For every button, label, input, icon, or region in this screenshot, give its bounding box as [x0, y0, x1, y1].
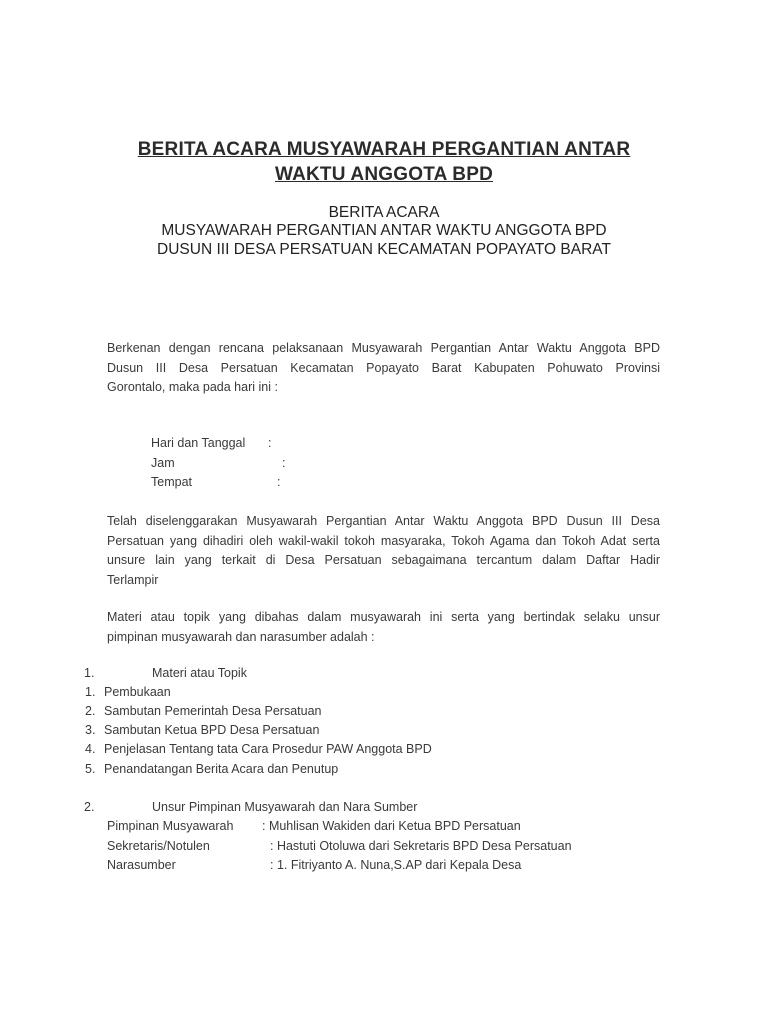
section-2-heading: Unsur Pimpinan Musyawarah dan Nara Sumber [152, 800, 418, 814]
secretary-label: Sekretaris/Notulen [107, 839, 210, 853]
place-colon: : [277, 475, 281, 489]
materi-intro-line: Materi atau topik yang dibahas dalam musyawarah ini serta yang bertindak selaku unsur [107, 610, 660, 624]
document-title-line-2: WAKTU ANGGOTA BPD [274, 164, 493, 185]
intro-line: Gorontalo, maka pada hari ini : [107, 380, 278, 394]
document-title-line-1: BERITA ACARA MUSYAWARAH PERGANTIAN ANTAR [137, 139, 631, 160]
held-line: Terlampir [107, 572, 159, 587]
agenda-item-text: Sambutan Pemerintah Desa Persatuan [104, 704, 322, 718]
held-line: Telah diselenggarakan Musyawarah Pergantian Antar Waktu Anggota BPD Dusun III Desa [107, 514, 660, 528]
time-colon: : [282, 456, 286, 470]
agenda-item-number: 1. [85, 685, 96, 699]
agenda-item-number: 5. [85, 762, 96, 776]
agenda-item-text: Penandatangan Berita Acara dan Penutup [104, 762, 339, 776]
materi-intro-line: pimpinan musyawarah dan narasumber adalah : [107, 629, 375, 644]
chair-value: : Muhlisan Wakiden dari Ketua BPD Persatuan [262, 819, 521, 833]
agenda-item-number: 2. [85, 704, 96, 718]
time-label: Jam [151, 456, 175, 470]
held-line: Persatuan yang dihadiri oleh wakil-wakil tokoh masyaraka, Tokoh Agama dan Tokoh Adat serta [107, 533, 660, 548]
subtitle-line-2: MUSYAWARAH PERGANTIAN ANTAR WAKTU ANGGOTA BPD [161, 222, 607, 239]
section-2-number: 2. [84, 800, 95, 814]
agenda-item-number: 4. [85, 742, 96, 756]
subtitle-line-1: BERITA ACARA [328, 204, 440, 221]
chair-label: Pimpinan Musyawarah [107, 819, 234, 833]
intro-line: Berkenan dengan rencana pelaksanaan Musyawarah Pergantian Antar Waktu Anggota BPD [107, 341, 660, 355]
materi-intro-paragraph [107, 608, 660, 647]
agenda-item-text: Penjelasan Tentang tata Cara Prosedur PAW Anggota BPD [104, 742, 432, 756]
subtitle-line-3: DUSUN III DESA PERSATUAN KECAMATAN POPAYATO BARAT [157, 241, 611, 258]
section-1-number: 1. [84, 666, 95, 680]
intro-line: Dusun III Desa Persatuan Kecamatan Popayato Barat Kabupaten Pohuwato Provinsi [107, 360, 660, 375]
agenda-item-text: Sambutan Ketua BPD Desa Persatuan [104, 723, 320, 737]
agenda-item-text: Pembukaan [104, 685, 171, 699]
section-1-heading: Materi atau Topik [152, 666, 247, 680]
agenda-item-number: 3. [85, 723, 96, 737]
secretary-value: : Hastuti Otoluwa dari Sekretaris BPD Desa Persatuan [270, 839, 572, 853]
date-label: Hari dan Tanggal [151, 436, 246, 450]
speaker-value: : 1. Fitriyanto A. Nuna,S.AP dari Kepala Desa [270, 858, 522, 872]
held-paragraph [107, 512, 660, 590]
held-line: unsure lain yang terkait di Desa Persatuan sebagaimana tercantum dalam Daftar Hadir [107, 553, 660, 567]
speaker-label: Narasumber [107, 858, 176, 872]
intro-paragraph [107, 339, 660, 398]
place-label: Tempat [151, 475, 192, 489]
date-colon: : [268, 436, 272, 450]
